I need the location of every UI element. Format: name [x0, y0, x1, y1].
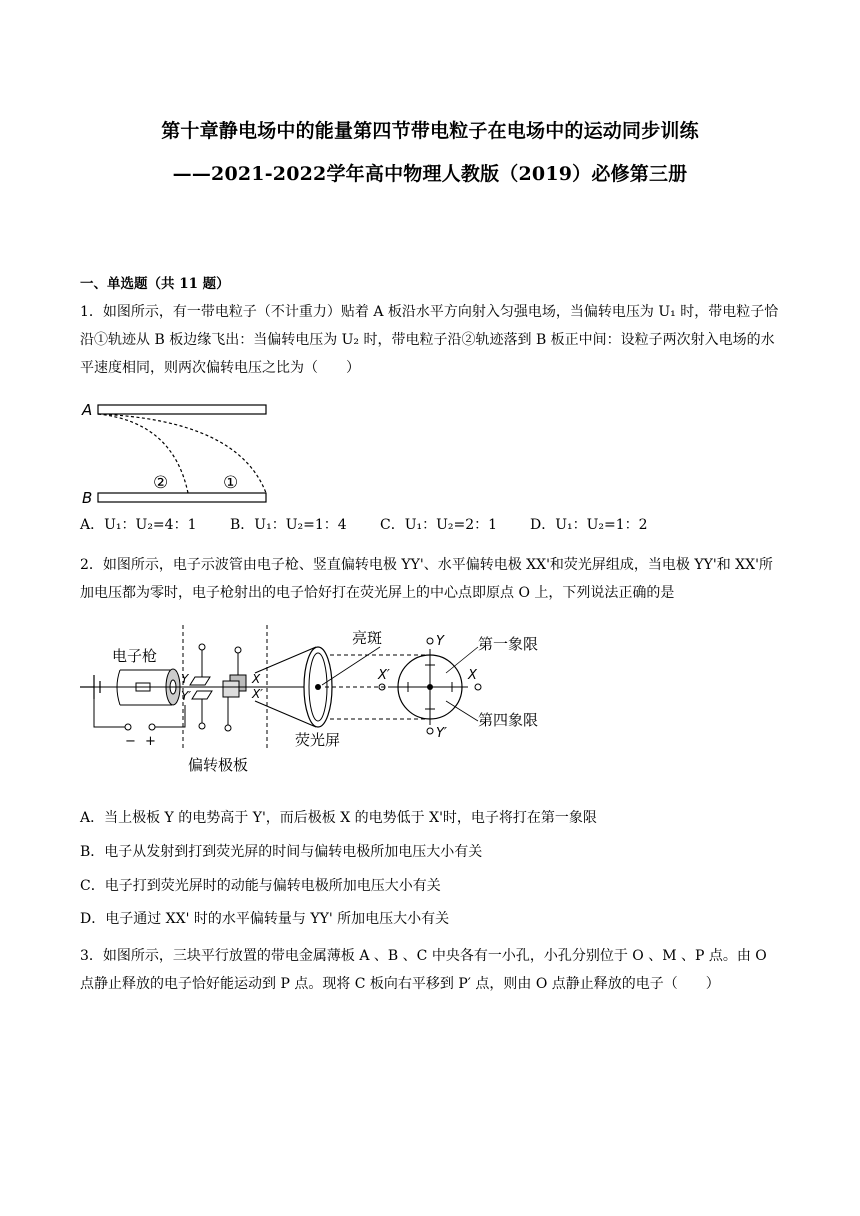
trajectory-1: [98, 414, 266, 493]
spot-label: 亮斑: [352, 629, 383, 647]
quadrant-1-label: 第一象限: [478, 635, 539, 653]
label-trajectory-1: ①: [223, 473, 239, 493]
bright-spot: [315, 684, 321, 690]
label-yp-plate: Y′: [181, 689, 192, 703]
label-xp-plate: X′: [252, 687, 263, 701]
question-3-text: 3．如图所示，三块平行放置的带电金属薄板 A 、B 、C 中央各有一小孔，小孔分别位于 O 、M 、P 点。由 O 点静止释放的电子恰好能运动到 P 点。现将 C 板向右平移到 P′ 点，则由 O 点静止释放的电子（ ）: [80, 948, 767, 992]
q1-option-d[interactable]: D．U₁：U₂=1：2: [530, 517, 648, 533]
question-1-text: 1．如图所示，有一带电粒子（不计重力）贴着 A 板沿水平方向射入匀强电场，当偏转电压为 U₁ 时，带电粒子恰沿①轨迹从 B 板边缘飞出：当偏转电压为 U₂ 时，带电粒子沿②轨迹落到 B 板正中间：设粒子两次射入电场的水平速度相同，则两次偏转电压之比为（ ）: [80, 304, 779, 376]
question-1-options: [80, 514, 648, 534]
quadrant-4-label: 第四象限: [478, 711, 539, 729]
q1-option-b[interactable]: B．U₁：U₂=1：4: [230, 517, 347, 533]
label-trajectory-2: ②: [153, 473, 169, 493]
gun-label: 电子枪: [112, 647, 158, 665]
axis-xp: X′: [378, 668, 390, 683]
question-2-figure: [80, 625, 570, 785]
axis-yp: Y′: [436, 726, 447, 741]
gun-minus: −: [125, 734, 136, 749]
gun-plus: +: [145, 734, 156, 749]
label-y-plate: Y: [181, 672, 189, 686]
axis-x: X: [468, 668, 477, 683]
label-plate-b: B: [82, 489, 93, 507]
label-x-plate: X: [252, 672, 261, 686]
q2-option-a[interactable]: A．当上极板 Y 的电势高于 Y'，而后极板 X 的电势低于 X'时，电子将打在第一象限: [80, 810, 597, 826]
plate-y-prime: [192, 691, 212, 699]
q1-option-c[interactable]: C．U₁：U₂=2：1: [380, 517, 498, 533]
origin-o: [427, 684, 433, 690]
plates-label: 偏转极板: [188, 756, 249, 774]
plate-a: [98, 405, 266, 414]
plate-x-prime: [223, 681, 239, 697]
section-heading: 一、单选题（共 11 题）: [80, 276, 230, 292]
q2-option-d[interactable]: D．电子通过 XX' 时的水平偏转量与 YY' 所加电压大小有关: [80, 911, 450, 927]
axis-y: Y: [436, 634, 444, 649]
q1-option-a[interactable]: A．U₁：U₂=4：1: [80, 517, 197, 533]
document-title-line1: 第十章静电场中的能量第四节带电粒子在电场中的运动同步训练: [161, 120, 699, 142]
q2-option-c[interactable]: C．电子打到荧光屏时的动能与偏转电极所加电压大小有关: [80, 878, 441, 894]
label-plate-a: A: [82, 401, 93, 419]
plate-b: [98, 493, 266, 502]
gun-circuit: [94, 699, 125, 727]
trajectory-2: [98, 414, 188, 493]
q2-option-b[interactable]: B．电子从发射到打到荧光屏的时间与偏转电极所加电压大小有关: [80, 844, 483, 860]
plate-y: [190, 677, 210, 685]
question-2-text: 2．如图所示，电子示波管由电子枪、竖直偏转电极 YY'、水平偏转电极 XX'和荧光屏组成，当电极 YY'和 XX'所加电压都为零时，电子枪射出的电子恰好打在荧光屏上的中心点即原点 O 上，下列说法正确的是: [80, 557, 773, 601]
document-title-line2: ——2021-2022学年高中物理人教版（2019）必修第三册: [172, 163, 688, 185]
screen-label: 荧光屏: [295, 731, 341, 749]
question-1-figure: [78, 398, 278, 508]
